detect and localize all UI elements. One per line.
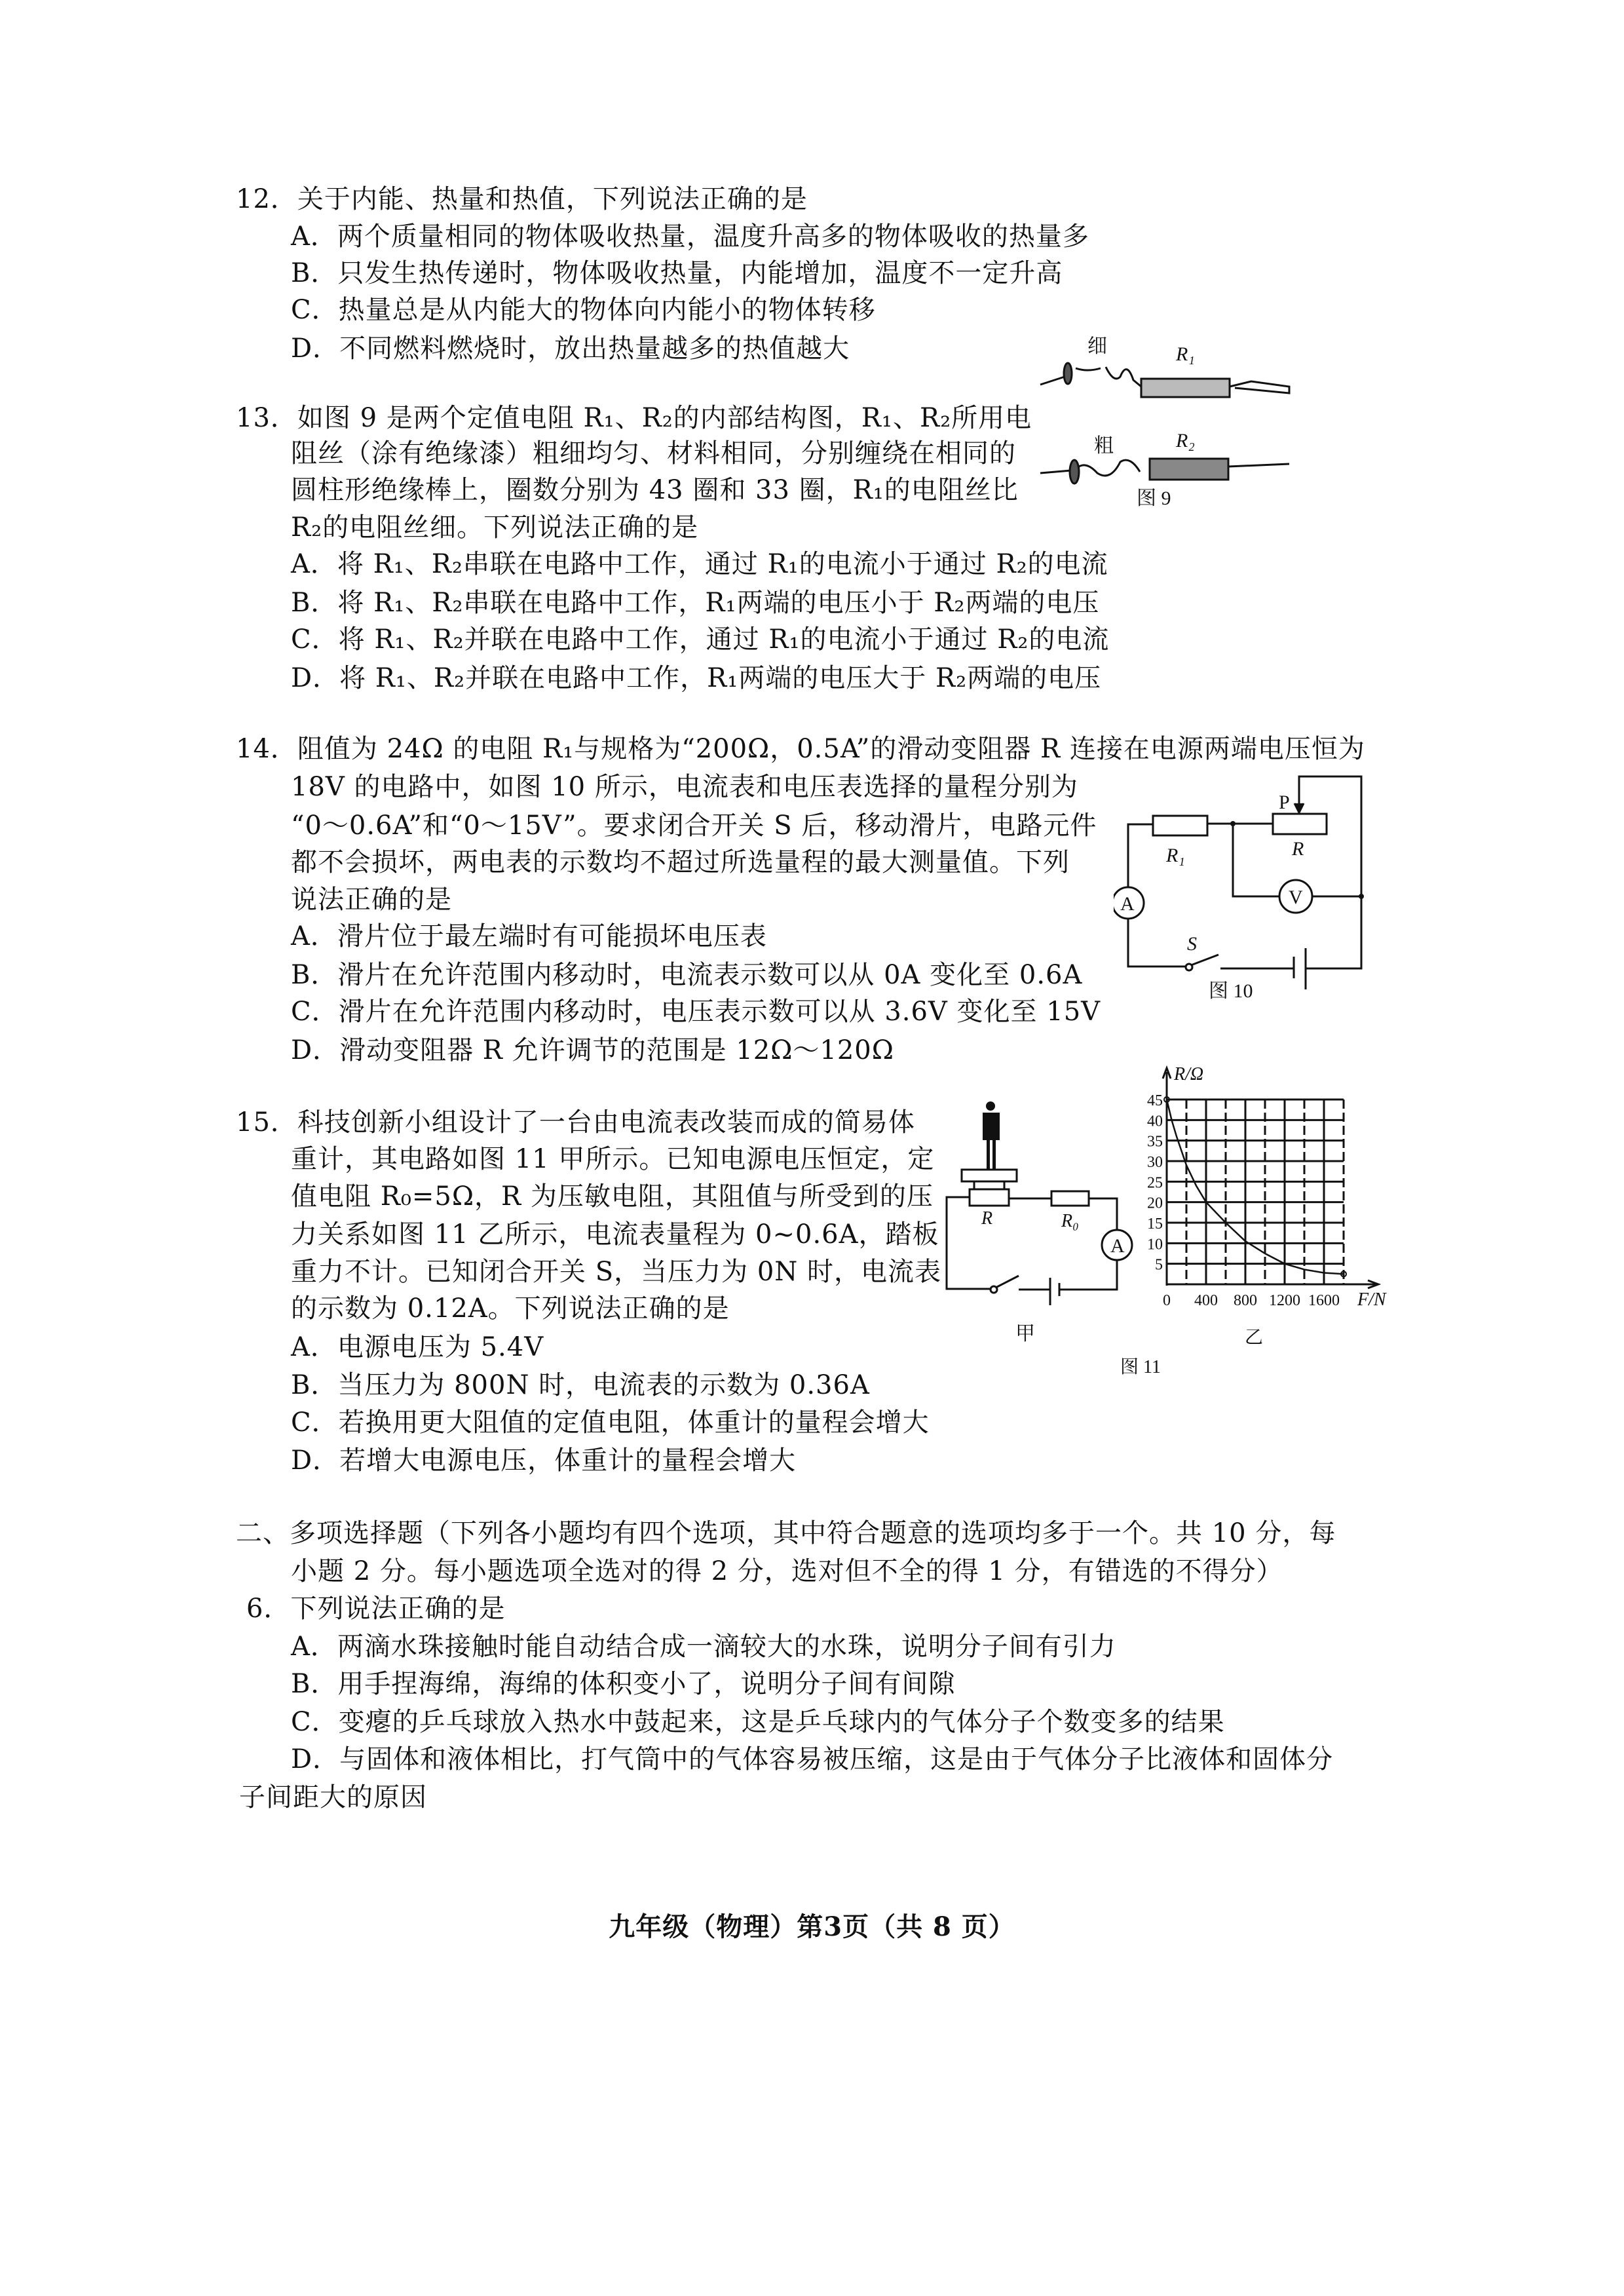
- q12-option-a: A．两个质量相同的物体吸收热量，温度升高多的物体吸收的热量多: [291, 221, 1089, 252]
- q15-option-d: D．若增大电源电压，体重计的量程会增大: [291, 1445, 797, 1476]
- x-tick-label: 1600: [1308, 1292, 1340, 1309]
- q13-option-c: C．将 R₁、R₂并联在电路中工作，通过 R₁的电流小于通过 R₂的电流: [291, 624, 1110, 655]
- q15-stem-line: 15．科技创新小组设计了一台由电流表改装而成的简易体: [236, 1107, 915, 1138]
- y-tick-label: 10: [1147, 1236, 1163, 1253]
- q14-option-c: C．滑片在允许范围内移动时，电压表示数可以从 3.6V 变化至 15V: [291, 997, 1101, 1027]
- q15-stem-line: 重计，其电路如图 11 甲所示。已知电源电压恒定，定: [291, 1144, 935, 1174]
- y-tick-label: 20: [1147, 1195, 1163, 1212]
- q12-option-b: B．只发生热传递时，物体吸收热量，内能增加，温度不一定升高: [291, 258, 1063, 288]
- q13-option-a: A．将 R₁、R₂串联在电路中工作，通过 R₁的电流小于通过 R₂的电流: [291, 549, 1108, 579]
- ammeter-label: A: [1120, 893, 1135, 915]
- label-thick: 粗: [1094, 435, 1114, 457]
- label-s: S: [1187, 933, 1197, 955]
- label-r: R: [981, 1208, 993, 1229]
- figure-10-circuit: [1114, 760, 1389, 1009]
- figure-10-caption: 图 10: [1209, 980, 1253, 1002]
- q13-option-b: B．将 R₁、R₂串联在电路中工作，R₁两端的电压小于 R₂两端的电压: [291, 588, 1100, 618]
- q14-stem-line: 说法正确的是: [291, 885, 452, 915]
- q6-option-c: C．变瘪的乒乓球放入热水中鼓起来，这是乒乓球内的气体分子个数变多的结果: [291, 1707, 1225, 1737]
- x-tick-label: 0: [1163, 1292, 1171, 1309]
- figure-11-caption: 图 11: [1120, 1357, 1161, 1377]
- x-axis: [1167, 1280, 1378, 1288]
- label-r1: R₁: [1176, 343, 1195, 365]
- q14-stem-line: 14．阻值为 24Ω 的电阻 R₁与规格为“200Ω，0.5A”的滑动变阻器 R 连接在电源两端电压恒为: [236, 734, 1365, 764]
- q13-stem-line: 圆柱形绝缘棒上，圈数分别为 43 圈和 33 圈，R₁的电阻丝比: [291, 475, 1019, 505]
- switch: [1191, 955, 1218, 965]
- q12-option-d: D．不同燃料燃烧时，放出热量越多的热值越大: [291, 334, 850, 364]
- figure-11-yi-graph: [1114, 1048, 1415, 1389]
- q14-stem-line: 18V 的电路中，如图 10 所示，电流表和电压表选择的量程分别为: [291, 772, 1078, 802]
- y-tick-label: 25: [1147, 1174, 1163, 1192]
- section2-heading: 二、多项选择题（下列各小题均有四个选项，其中符合题意的选项均多于一个。共 10 分，每: [236, 1518, 1336, 1548]
- resistor-r1: [1153, 816, 1207, 835]
- resistance-curve: [1167, 1100, 1344, 1274]
- person-icon: [983, 1101, 1000, 1170]
- x-tick-label: 1200: [1269, 1292, 1300, 1309]
- q13-stem-line: 阻丝（涂有绝缘漆）粗细均匀、材料相同，分别缠绕在相同的: [291, 438, 1016, 469]
- figure-11-jia-circuit: [943, 1088, 1140, 1376]
- x-tick-label: 800: [1234, 1292, 1257, 1309]
- q15-option-a: A．电源电压为 5.4V: [291, 1332, 544, 1362]
- q6-stem: 6．下列说法正确的是: [246, 1594, 506, 1624]
- q14-stem-line: 都不会损坏，两电表的示数均不超过所选量程的最大测量值。下列: [291, 847, 1070, 877]
- q15-stem-line: 力关系如图 11 乙所示，电流表量程为 0~0.6A，踏板: [291, 1219, 939, 1250]
- q6-option-a: A．两滴水珠接触时能自动结合成一滴较大的水珠，说明分子间有引力: [291, 1632, 1116, 1662]
- label-r2: R₂: [1176, 430, 1195, 451]
- label-yi: 乙: [1245, 1328, 1264, 1348]
- q15-option-c: C．若换用更大阻值的定值电阻，体重计的量程会增大: [291, 1407, 930, 1438]
- y-axis-label: R/Ω: [1174, 1064, 1204, 1084]
- section2-heading-line2: 小题 2 分。每小题选项全选对的得 2 分，选对但不全的得 1 分，有错选的不得分）: [291, 1556, 1283, 1586]
- q14-option-b: B．滑片在允许范围内移动时，电流表示数可以从 0A 变化至 0.6A: [291, 960, 1083, 990]
- q14-option-a: A．滑片位于最左端时有可能损坏电压表: [291, 921, 767, 951]
- q13-stem-line: R₂的电阻丝细。下列说法正确的是: [291, 512, 699, 543]
- q15-stem-line: 的示数为 0.12A。下列说法正确的是: [291, 1293, 730, 1324]
- rheostat-r: [1273, 814, 1327, 834]
- y-tick-label: 35: [1147, 1133, 1163, 1151]
- y-tick-label: 45: [1147, 1092, 1163, 1109]
- label-r1: R₁: [1166, 845, 1185, 866]
- y-tick-label: 30: [1147, 1154, 1163, 1171]
- q13-stem-line: 13．如图 9 是两个定值电阻 R₁、R₂的内部结构图，R₁、R₂所用电: [236, 403, 1032, 433]
- pressure-resistor: [970, 1189, 1009, 1206]
- q15-stem-line: 重力不计。已知闭合开关 S，当压力为 0N 时，电流表: [291, 1257, 941, 1287]
- y-tick-label: 5: [1155, 1256, 1163, 1274]
- q6-option-d-continuation: 子间距大的原因: [239, 1782, 427, 1812]
- y-tick-label: 15: [1147, 1215, 1163, 1233]
- q6-option-d: D．与固体和液体相比，打气筒中的气体容易被压缩，这是由于气体分子比液体和固体分: [291, 1744, 1334, 1774]
- q12-option-c: C．热量总是从内能大的物体向内能小的物体转移: [291, 295, 876, 325]
- q15-option-b: B．当压力为 800N 时，电流表的示数为 0.36A: [291, 1370, 870, 1400]
- resistor-r0: [1051, 1191, 1089, 1206]
- q14-option-d: D．滑动变阻器 R 允许调节的范围是 12Ω～120Ω: [291, 1035, 894, 1065]
- label-p: P: [1279, 792, 1290, 813]
- voltmeter-label: V: [1289, 887, 1303, 908]
- label-r: R: [1292, 838, 1304, 860]
- q12-stem: 12．关于内能、热量和热值，下列说法正确的是: [236, 184, 808, 214]
- figure-9-caption: 图 9: [1137, 488, 1171, 509]
- x-tick-label: 400: [1194, 1292, 1218, 1309]
- label-r0: R₀: [1061, 1211, 1079, 1231]
- q14-stem-line: “0～0.6A”和“0～15V”。要求闭合开关 S 后，移动滑片，电路元件: [291, 811, 1097, 841]
- q15-stem-line: 值电阻 R₀=5Ω，R 为压敏电阻，其阻值与所受到的压: [291, 1181, 934, 1212]
- q13-option-d: D．将 R₁、R₂并联在电路中工作，R₁两端的电压大于 R₂两端的电压: [291, 663, 1102, 693]
- page-footer: 九年级（物理）第3页（共 8 页）: [609, 1911, 1015, 1942]
- q6-option-b: B．用手捏海绵，海绵的体积变小了，说明分子间有间隙: [291, 1669, 956, 1699]
- switch: [996, 1276, 1019, 1288]
- y-tick-label: 40: [1147, 1113, 1163, 1130]
- pedal: [962, 1170, 1017, 1181]
- ammeter-label: A: [1110, 1235, 1125, 1257]
- figure-9-resistor-structure: [1035, 321, 1323, 518]
- label-thin: 细: [1087, 335, 1107, 357]
- label-jia: 甲: [1015, 1323, 1035, 1345]
- x-axis-label: F/N: [1357, 1290, 1386, 1310]
